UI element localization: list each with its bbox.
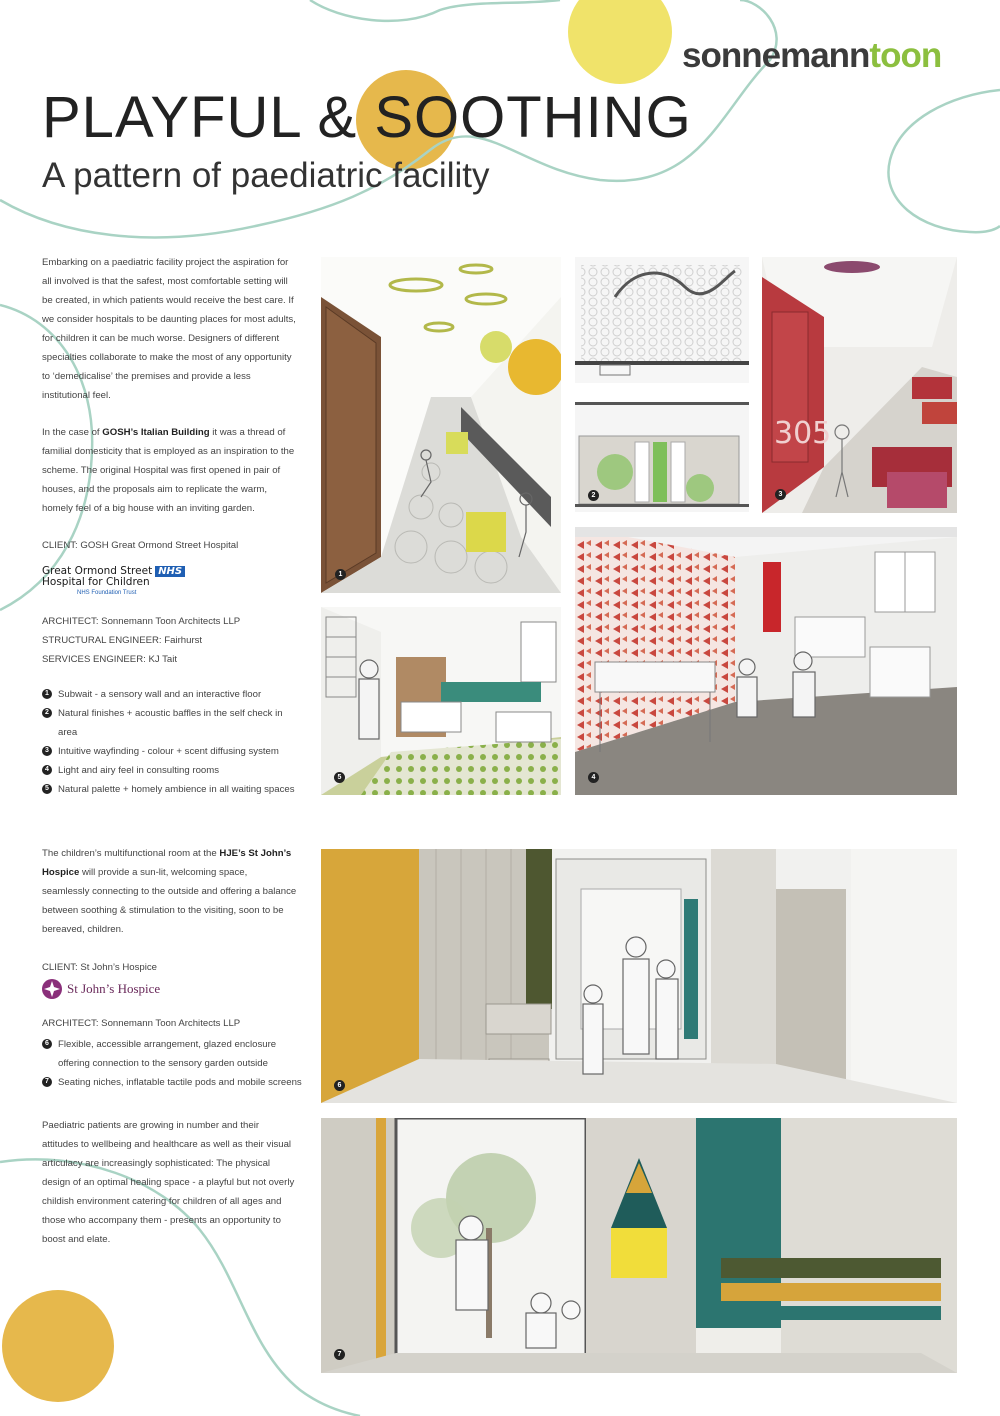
list-item-text: Light and airy feel in consulting rooms	[58, 765, 220, 776]
client-gosh: CLIENT: GOSH Great Ormond Street Hospital	[42, 540, 239, 551]
list-item-text: Intuitive wayfinding - colour + scent diffusing system	[58, 746, 279, 757]
number-badge: 5	[42, 784, 52, 794]
gosh-paragraph-lead: In the case of	[42, 427, 103, 438]
illustration-7-seating-niches	[321, 1118, 957, 1373]
list-item	[42, 1073, 302, 1092]
illustration-6-hospice-room	[321, 849, 957, 1103]
number-badge: 1	[42, 689, 52, 699]
panel-badge: 3	[775, 489, 786, 500]
closing-paragraph: Paediatric patients are growing in number and their attitudes to wellbeing and healthcare as well as their visual articulacy are increasingly sophisticated: The physical design of an optimal healing space - a playful but not overly childish environment catering for children of all ages and those who accompany them - presents an opportunity to boost and elate.	[42, 1120, 295, 1245]
hospice-paragraph-rest: will provide a sun-lit, welcoming space, seamlessly connecting to the outside and offering a balance between soothing & stimulation to the visiting, soon to be bereaved, children.	[42, 867, 297, 935]
number-badge: 6	[42, 1039, 52, 1049]
hospice-cross-icon	[42, 979, 62, 999]
gosh-logo-line1: Great Ormond Street	[42, 565, 153, 577]
logo-part-2: toon	[869, 36, 942, 75]
hospice-paragraph-bold: HJE’s St John’s Hospice	[42, 848, 292, 878]
panel-badge: 7	[334, 1349, 345, 1360]
list-item-text: Subwait - a sensory wall and an interactive floor	[58, 689, 262, 700]
list-item	[42, 704, 302, 742]
number-badge: 7	[42, 1077, 52, 1087]
panel-badge: 1	[335, 569, 346, 580]
illustration-3-wayfinding	[762, 257, 957, 513]
hospice-paragraph-lead: The children’s multifunctional room at the	[42, 848, 220, 859]
gosh-logo-line3: NHS Foundation Trust	[77, 590, 137, 596]
logo-part-1: sonnemann	[682, 36, 870, 75]
illustration-2-plan	[575, 257, 749, 383]
illustration-2-elevation	[575, 402, 749, 512]
structural-engineer: STRUCTURAL ENGINEER: Fairhurst	[42, 635, 203, 646]
page-subtitle: A pattern of paediatric facility	[42, 156, 490, 195]
list-item-text: Seating niches, inflatable tactile pods and mobile screens	[58, 1077, 302, 1088]
number-badge: 4	[42, 765, 52, 775]
page-title: PLAYFUL & SOOTHING	[42, 85, 692, 150]
room-number: 305	[774, 416, 832, 451]
hospice-logo	[42, 979, 160, 999]
gosh-logo	[42, 566, 185, 599]
feature-list-1	[42, 685, 302, 799]
list-item	[42, 780, 302, 799]
curve-right	[888, 90, 1000, 232]
number-badge: 2	[42, 708, 52, 718]
panel-badge: 2	[588, 490, 599, 501]
architect-hospice: ARCHITECT: Sonnemann Toon Architects LLP	[42, 1018, 241, 1029]
gosh-paragraph-bold: GOSH’s Italian Building	[102, 427, 210, 438]
illustration-5-waiting	[321, 607, 561, 795]
gold-circle-bottom	[2, 1290, 114, 1402]
curve-top-left	[310, 0, 560, 21]
intro-paragraph: Embarking on a paediatric facility project the aspiration for all involved is that the safest, most comfortable setting will be created, in which patients would receive the best care. If we consider hospitals to be daunting places for most adults, for children it can be much worse. Designers of different specialties collaborate to make the most of any opportunity to ‘demedicalise’ the premises and provide a less institutional feel.	[42, 257, 296, 401]
panel-badge: 4	[588, 772, 599, 783]
number-badge: 3	[42, 746, 52, 756]
hospice-logo-text: St John’s Hospice	[67, 981, 161, 996]
gosh-paragraph	[42, 423, 297, 518]
illustration-4-consulting	[575, 527, 957, 795]
client-hospice: CLIENT: St John’s Hospice	[42, 962, 157, 973]
illustration-1-subwait	[321, 257, 561, 593]
list-item	[42, 1035, 302, 1073]
list-item	[42, 742, 302, 761]
hospice-paragraph	[42, 844, 297, 939]
list-item-text: Natural finishes + acoustic baffles in the self check in area	[58, 708, 283, 738]
architect-gosh: ARCHITECT: Sonnemann Toon Architects LLP	[42, 616, 241, 627]
yellow-circle-top	[568, 0, 672, 84]
list-item-text: Flexible, accessible arrangement, glazed enclosure offering connection to the sensory garden outside	[58, 1039, 277, 1069]
feature-list-2	[42, 1035, 302, 1092]
services-engineer: SERVICES ENGINEER: KJ Tait	[42, 654, 178, 665]
panel-badge: 6	[334, 1080, 345, 1091]
list-item	[42, 761, 302, 780]
company-logo	[682, 36, 941, 76]
gosh-paragraph-rest: it was a thread of familial domesticity that is employed as an inspiration to the scheme. The original Hospital was first opened in pair of houses, and the proposals aim to replicate the warm, homely feel of a big house with an inviting garden.	[42, 427, 295, 514]
list-item	[42, 685, 302, 704]
gosh-logo-line2: Hospital for Children	[42, 576, 150, 588]
list-item-text: Natural palette + homely ambience in all waiting spaces	[58, 784, 295, 795]
panel-badge: 5	[334, 772, 345, 783]
nhs-logo: NHS	[155, 566, 185, 577]
